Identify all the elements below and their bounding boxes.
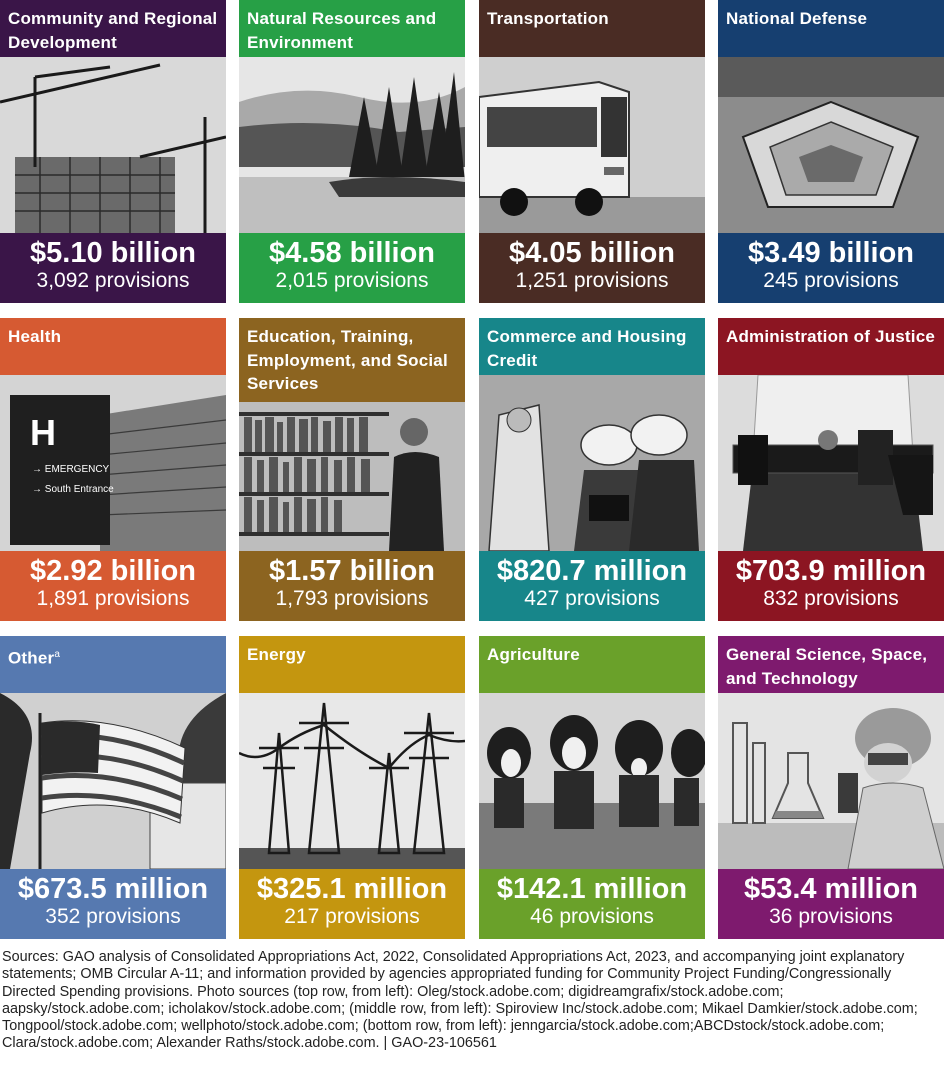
- tile-footer: [479, 869, 705, 939]
- provision-count: 36 provisions: [769, 905, 893, 928]
- factory-workers-icon: [479, 375, 705, 551]
- tile-footer: [239, 233, 465, 303]
- tile-footer: [479, 233, 705, 303]
- provision-count: 427 provisions: [524, 587, 660, 610]
- tile-agriculture: [479, 636, 705, 939]
- tile-footer: [239, 551, 465, 621]
- funding-amount: $5.10 billion: [30, 237, 196, 269]
- tile-header: Community and Regional Development: [0, 0, 226, 303]
- provision-count: 1,891 provisions: [36, 587, 190, 610]
- tile-transportation: [479, 0, 705, 303]
- funding-amount: $2.92 billion: [30, 555, 196, 587]
- tile-header: Administration of Justice: [718, 318, 944, 621]
- tile-footer: [718, 551, 944, 621]
- tile-education-training: [239, 318, 465, 621]
- funding-amount: $820.7 million: [496, 555, 688, 587]
- tile-footer: [718, 233, 944, 303]
- tile-commerce-housing-credit: [479, 318, 705, 621]
- funding-amount: $4.58 billion: [269, 237, 435, 269]
- tile-footer: [0, 551, 226, 621]
- power-towers-icon: [239, 693, 465, 869]
- tile-header: Health: [0, 318, 226, 621]
- tile-header: Agriculture: [479, 636, 705, 939]
- funding-amount: $1.57 billion: [269, 555, 435, 587]
- provision-count: 1,251 provisions: [515, 269, 669, 292]
- tile-title: Other: [8, 648, 55, 668]
- tile-footer: [479, 551, 705, 621]
- tile-footer: [239, 869, 465, 939]
- provision-count: 2,015 provisions: [275, 269, 429, 292]
- tile-header: Commerce and Housing Credit: [479, 318, 705, 621]
- provision-count: 217 provisions: [284, 905, 420, 928]
- tile-energy: [239, 636, 465, 939]
- provision-count: 1,793 provisions: [275, 587, 429, 610]
- pentagon-icon: [718, 57, 944, 233]
- provision-count: 46 provisions: [530, 905, 654, 928]
- hospital-sign-emergency: → EMERGENCY: [32, 464, 110, 475]
- tile-header: General Science, Space, and Technology: [718, 636, 944, 939]
- funding-amount: $53.4 million: [743, 873, 919, 905]
- funding-amount: $325.1 million: [256, 873, 448, 905]
- bus-icon: [479, 57, 705, 233]
- tile-header: Transportation: [479, 0, 705, 303]
- scientist-icon: [718, 693, 944, 869]
- funding-amount: $703.9 million: [735, 555, 927, 587]
- funding-amount: $142.1 million: [496, 873, 688, 905]
- tile-community-regional-development: [0, 0, 226, 303]
- construction-cranes-icon: [0, 57, 226, 233]
- tile-general-science-space-technology: [718, 636, 944, 939]
- american-flag-icon: [0, 693, 226, 869]
- hospital-sign-entrance: → South Entrance: [32, 484, 114, 495]
- funding-amount: $4.05 billion: [509, 237, 675, 269]
- tile-other: [0, 636, 226, 939]
- tile-footer: [0, 869, 226, 939]
- tile-health: [0, 318, 226, 621]
- tile-header: Natural Resources and Environment: [239, 0, 465, 303]
- footnote-marker: a: [54, 649, 61, 660]
- tile-header: Energy: [239, 636, 465, 939]
- tile-header: National Defense: [718, 0, 944, 303]
- tile-national-defense: [718, 0, 944, 303]
- hospital-sign-letter: H: [30, 412, 56, 453]
- provision-count: 3,092 provisions: [36, 269, 190, 292]
- hospital-icon: [0, 375, 226, 551]
- lake-forest-icon: [239, 57, 465, 233]
- funding-amount: $3.49 billion: [748, 237, 914, 269]
- funding-amount: $673.5 million: [17, 873, 209, 905]
- cows-icon: [479, 693, 705, 869]
- police-belt-icon: [718, 375, 944, 551]
- provision-count: 245 provisions: [763, 269, 899, 292]
- tile-administration-of-justice: [718, 318, 944, 621]
- tile-footer: [718, 869, 944, 939]
- tile-footer: [0, 233, 226, 303]
- provision-count: 832 provisions: [763, 587, 899, 610]
- tile-natural-resources-environment: [239, 0, 465, 303]
- provision-count: 352 provisions: [45, 905, 181, 928]
- tile-header: Education, Training, Employment, and Social Services: [239, 318, 465, 621]
- sources-note: Sources: GAO analysis of Consolidated Appropriations Act, 2022, Consolidated Appropriations Act, 2023, and accompanying joint explanatory statements; OMB Circular A-11; and information provided by agencies appropriated funding for Community Project Funding/Congressionally Directed Spending provisions. Photo sources (top row, from left): Oleg/stock.adobe.com; digidreamgrafix/stock.adobe.com; aapsky/stock.adobe.com; icholakov/stock.adobe.com; (middle row, from left): Spiroview Inc/stock.adobe.com; Mikael Damkier/stock.adobe.com; Tongpool/stock.adobe.com; wellphoto/stock.adobe.com; (bottom row, from left): jenngarcia/stock.adobe.com;ABCDstock/stock.adobe.com; Clara/stock.adobe.com; Alexander Raths/stock.adobe.com. | GAO-23-106561: [2, 949, 918, 1052]
- library-books-icon: [239, 402, 465, 551]
